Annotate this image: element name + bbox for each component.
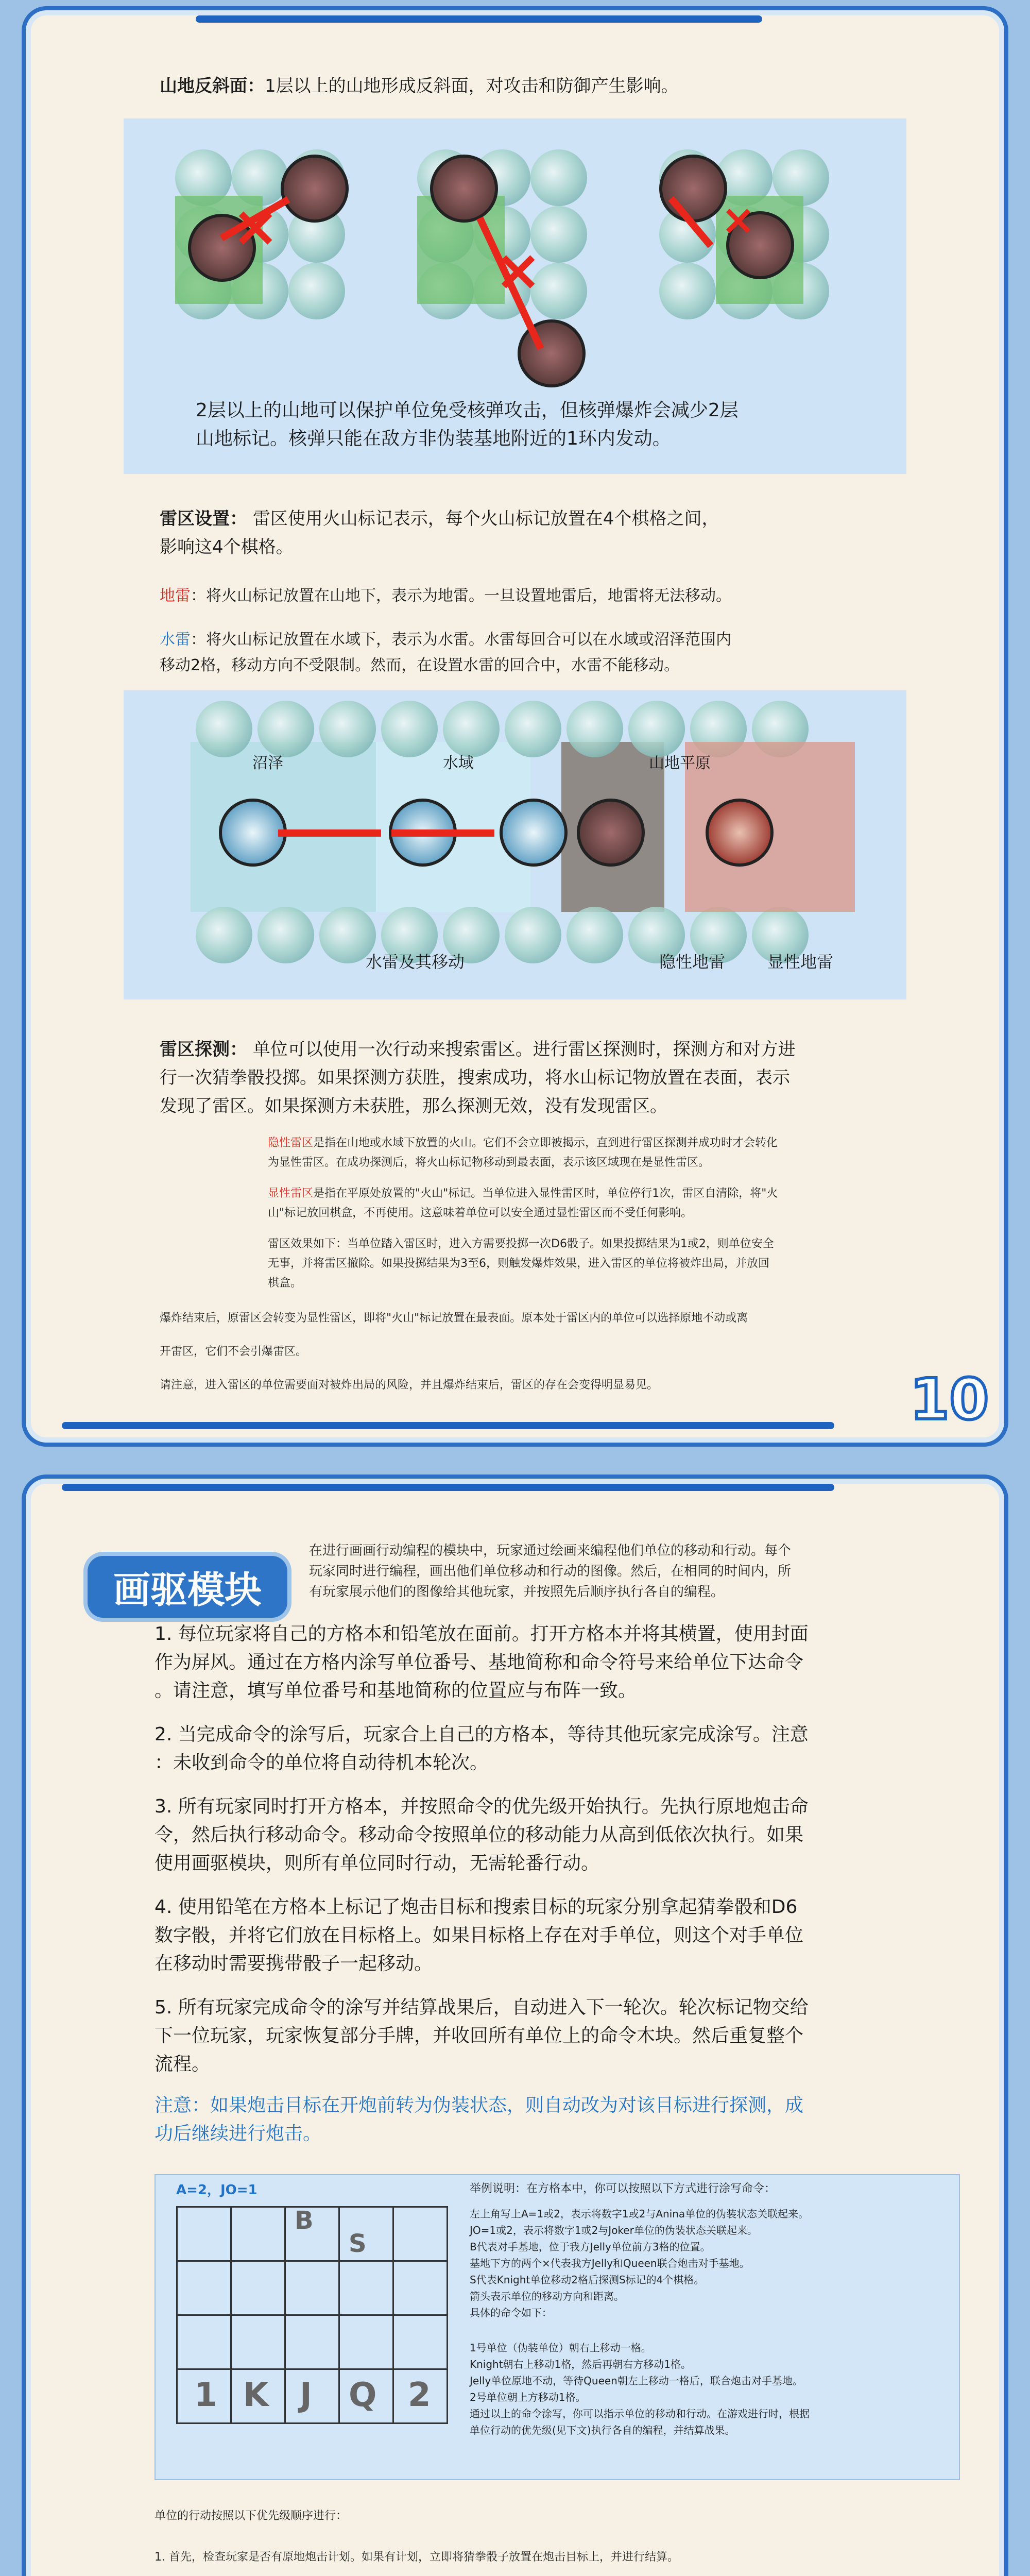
effect-text-3: 棋盒。 xyxy=(268,1277,302,1290)
hidden-zone-text-2: 为显性雷区。在成功探测后，将火山标记物移动到最表面，表示该区域现在是显性雷区。 xyxy=(268,1156,710,1169)
water-mine-token xyxy=(500,799,568,867)
terrain-paragraph xyxy=(160,72,679,100)
unit-token xyxy=(659,155,727,223)
step5-3: 流程。 xyxy=(154,2054,211,2075)
step1-3: 。请注意，填写单位番号和基地简称的位置应与布阵一致。 xyxy=(154,1680,637,1701)
module-title-badge: 画驱模块 xyxy=(88,1556,287,1618)
hidden-mine-token xyxy=(577,799,645,867)
bottom-frame-bar xyxy=(62,1422,834,1429)
water-move-arrow xyxy=(391,829,494,837)
hidden-mine-label: 隐性地雷 xyxy=(659,952,726,972)
mine-map-diagram xyxy=(124,690,906,999)
revealed-mine-label: 显性地雷 xyxy=(767,952,834,972)
example-line: 基地下方的两个×代表我方Jelly和Queen联合炮击对手基地。 xyxy=(470,2257,750,2269)
grid-label-2: 2 xyxy=(408,2376,431,2414)
plain-label: 山地平原 xyxy=(649,754,711,772)
explosion-note-1: 爆炸结束后，原雷区会转变为显性雷区，即将"火山"标记放置在最表面。原本处于雷区内的单位可以选择原地不动或离 xyxy=(160,1312,748,1325)
revealed-zone-line-1 xyxy=(268,1184,778,1204)
top-frame-bar xyxy=(196,15,762,23)
revealed-zone-label: 显性雷区 xyxy=(268,1187,314,1200)
blocked-x-icon: × xyxy=(494,237,542,303)
order-title: 单位的行动按照以下优先级顺序进行： xyxy=(154,2510,348,2522)
grid-label-k: K xyxy=(243,2376,269,2414)
land-mine-paragraph xyxy=(160,582,731,610)
warning-2: 功后继续进行炮击。 xyxy=(154,2123,322,2144)
mine-title: 雷区设置： xyxy=(160,509,247,529)
example-line: Knight朝右上移动1格，然后再朝右方移动1格。 xyxy=(470,2358,692,2370)
detect-text-2: 行一次猜拳骰投掷。如果探测方获胜，搜索成功，将水山标记物放置在表面，表示 xyxy=(160,1067,790,1088)
revealed-zone-text-1: 是指在平原处放置的"火山"标记。当单位进入显性雷区时，单位停行1次，雷区自清除，将"火 xyxy=(313,1187,778,1200)
warning-1: 注意：如果炮击目标在开炮前转为伪装状态，则自动改为对该目标进行探测，成 xyxy=(154,2095,804,2116)
step5-2: 下一位玩家，玩家恢复部分手牌，并收回所有单位上的命令木块。然后重复整个 xyxy=(154,2025,804,2046)
terrain-title: 山地反斜面： xyxy=(160,76,265,96)
example-line: 通过以上的命令涂写，你可以指示单位的移动和行动。在游戏进行时，根据 xyxy=(470,2408,810,2420)
water-mine-text-1: ：将火山标记放置在水域下，表示为水雷。水雷每回合可以在水域或沼泽范围内 xyxy=(191,631,731,649)
terrain-caption-1: 2层以上的山地可以保护单位免受核弹攻击，但核弹爆炸会减少2层 xyxy=(196,400,739,421)
terrain-diagram xyxy=(124,118,906,474)
grid-label-q: Q xyxy=(349,2376,377,2414)
water-move-arrow xyxy=(278,829,381,837)
example-line: JO=1或2，表示将数字1或2与Joker单位的伪装状态关联起来。 xyxy=(470,2224,758,2236)
page-11 xyxy=(31,1484,999,2576)
intro-3: 有玩家展示他们的图像给其他玩家，并按照先后顺序执行各自的编程。 xyxy=(309,1584,725,1600)
grid-label-j: J xyxy=(300,2376,312,2414)
step3-2: 令，然后执行移动命令。移动命令按照单位的移动能力从高到低依次执行。如果 xyxy=(154,1824,804,1845)
terrain-text: 1层以上的山地形成反斜面，对攻击和防御产生影响。 xyxy=(265,76,679,96)
page-10 xyxy=(31,15,999,1437)
water-move-label: 水雷及其移动 xyxy=(366,952,465,972)
revealed-zone-text-2: 山"标记放回棋盒，不再使用。这意味着单位可以安全通过显性雷区而不受任何影响。 xyxy=(268,1207,693,1219)
step1-2: 作为屏风。通过在方格内涂写单位番号、基地简称和命令符号来给单位下达命令 xyxy=(154,1652,804,1673)
page-number: 10 xyxy=(909,1366,989,1432)
unit-token xyxy=(430,155,498,223)
mine-text-2: 影响这4个棋格。 xyxy=(160,537,294,557)
revealed-mine-token xyxy=(706,799,774,867)
step4-1: 4. 使用铅笔在方格本上标记了炮击目标和搜索目标的玩家分别拿起猜拳骰和D6 xyxy=(154,1896,798,1918)
blocked-x-icon: × xyxy=(721,196,756,244)
example-box xyxy=(154,2174,960,2480)
explosion-note-3: 请注意，进入雷区的单位需要面对被炸出局的风险，并且爆炸结束后，雷区的存在会变得明显易见。 xyxy=(160,1379,659,1392)
intro-2: 玩家同时进行编程，画出他们单位移动和行动的图像。然后，在相同的时间内，所 xyxy=(309,1564,792,1579)
step3-3: 使用画驱模块，则所有单位同时行动，无需轮番行动。 xyxy=(154,1853,600,1874)
example-line: 箭头表示单位的移动方向和距离。 xyxy=(470,2290,624,2302)
top-frame-bar xyxy=(62,1484,834,1491)
example-line: S代表Knight单位移动2格后探测S标记的4个棋格。 xyxy=(470,2274,705,2286)
land-mine-label: 地雷 xyxy=(160,587,191,605)
terrain-caption-2: 山地标记。核弹只能在敌方非伪装基地附近的1环内发动。 xyxy=(196,428,671,449)
step4-2: 数字骰，并将它们放在目标格上。如果目标格上存在对手单位，则这个对手单位 xyxy=(154,1925,804,1946)
detect-text-1: 单位可以使用一次行动来搜索雷区。进行雷区探测时，探测方和对方进 xyxy=(252,1039,796,1060)
mine-setup-paragraph xyxy=(160,505,719,533)
example-line: Jelly单位原地不动，等待Queen朝左上移动一格后，联合炮击对手基地。 xyxy=(470,2375,803,2387)
water-mine-token xyxy=(219,799,287,867)
effect-text-2: 无事，并将雷区撤除。如果投掷结果为3至6，则触发爆炸效果，进入雷区的单位将被炸出局，并放回 xyxy=(268,1257,769,1270)
water-mine-paragraph xyxy=(160,626,731,654)
detect-text-3: 发现了雷区。如果探测方未获胜，那么探测无效，没有发现雷区。 xyxy=(160,1096,667,1116)
step2-2: ：未收到命令的单位将自动待机本轮次。 xyxy=(154,1752,489,1773)
example-line: 2号单位朝上方移动1格。 xyxy=(470,2391,586,2403)
example-line: 具体的命令如下： xyxy=(470,2307,552,2319)
detect-title: 雷区探测： xyxy=(160,1039,247,1060)
order-1: 1. 首先，检查玩家是否有原地炮击计划。如果有计划，立即将猜拳骰子放置在炮击目标上，并进行结算。 xyxy=(154,2551,679,2564)
grid-label-s: S xyxy=(349,2229,367,2258)
water-mine-label: 水雷 xyxy=(160,631,191,649)
hidden-zone-label: 隐性雷区 xyxy=(268,1137,314,1149)
example-line: 单位行动的优先级(见下文)执行各自的编程，并结算战果。 xyxy=(470,2424,735,2436)
land-mine-text: ：将火山标记放置在山地下，表示为地雷。一旦设置地雷后，地雷将无法移动。 xyxy=(191,587,731,605)
step4-3: 在移动时需要携带骰子一起移动。 xyxy=(154,1953,433,1974)
example-line: 1号单位（伪装单位）朝右上移动一格。 xyxy=(470,2342,651,2354)
example-line: 左上角写上A=1或2，表示将数字1或2与Anina单位的伪装状态关联起来。 xyxy=(470,2208,809,2220)
intro-1: 在进行画画行动编程的模块中，玩家通过绘画来编程他们单位的移动和行动。每个 xyxy=(309,1543,792,1558)
grid-label-1: 1 xyxy=(194,2376,217,2414)
step1-1: 1. 每位玩家将自己的方格本和铅笔放在面前。打开方格本并将其横置，使用封面 xyxy=(154,1623,809,1645)
grid-label-b: B xyxy=(295,2206,314,2235)
hidden-zone-line-1 xyxy=(268,1133,778,1153)
hidden-zone-text-1: 是指在山地或水域下放置的火山。它们不会立即被揭示，直到进行雷区探测并成功时才会转化 xyxy=(313,1137,778,1149)
blocked-x-icon: × xyxy=(232,193,280,259)
example-title: 举例说明：在方格本中，你可以按照以下方式进行涂写命令： xyxy=(470,2182,776,2195)
detect-paragraph xyxy=(160,1036,796,1063)
example-header: A=2，JO=1 xyxy=(176,2182,258,2198)
swamp-label: 沼泽 xyxy=(252,754,283,772)
unit-token xyxy=(281,155,349,223)
step5-1: 5. 所有玩家完成命令的涂写并结算战果后，自动进入下一轮次。轮次标记物交给 xyxy=(154,1997,809,2018)
water-mine-text-2: 移动2格，移动方向不受限制。然而，在设置水雷的回合中，水雷不能移动。 xyxy=(160,656,680,674)
water-label: 水域 xyxy=(443,754,474,772)
step2-1: 2. 当完成命令的涂写后，玩家合上自己的方格本，等待其他玩家完成涂写。注意 xyxy=(154,1724,809,1745)
explosion-note-2: 开雷区，它们不会引爆雷区。 xyxy=(160,1345,307,1358)
mine-text-1: 雷区使用火山标记表示，每个火山标记放置在4个棋格之间， xyxy=(252,509,719,529)
step3-1: 3. 所有玩家同时打开方格本，并按照命令的优先级开始执行。先执行原地炮击命 xyxy=(154,1796,809,1817)
example-line: B代表对手基地，位于我方Jelly单位前方3格的位置。 xyxy=(470,2241,711,2253)
effect-text-1: 雷区效果如下：当单位踏入雷区时，进入方需要投掷一次D6骰子。如果投掷结果为1或2，则单位安全 xyxy=(268,1238,774,1250)
